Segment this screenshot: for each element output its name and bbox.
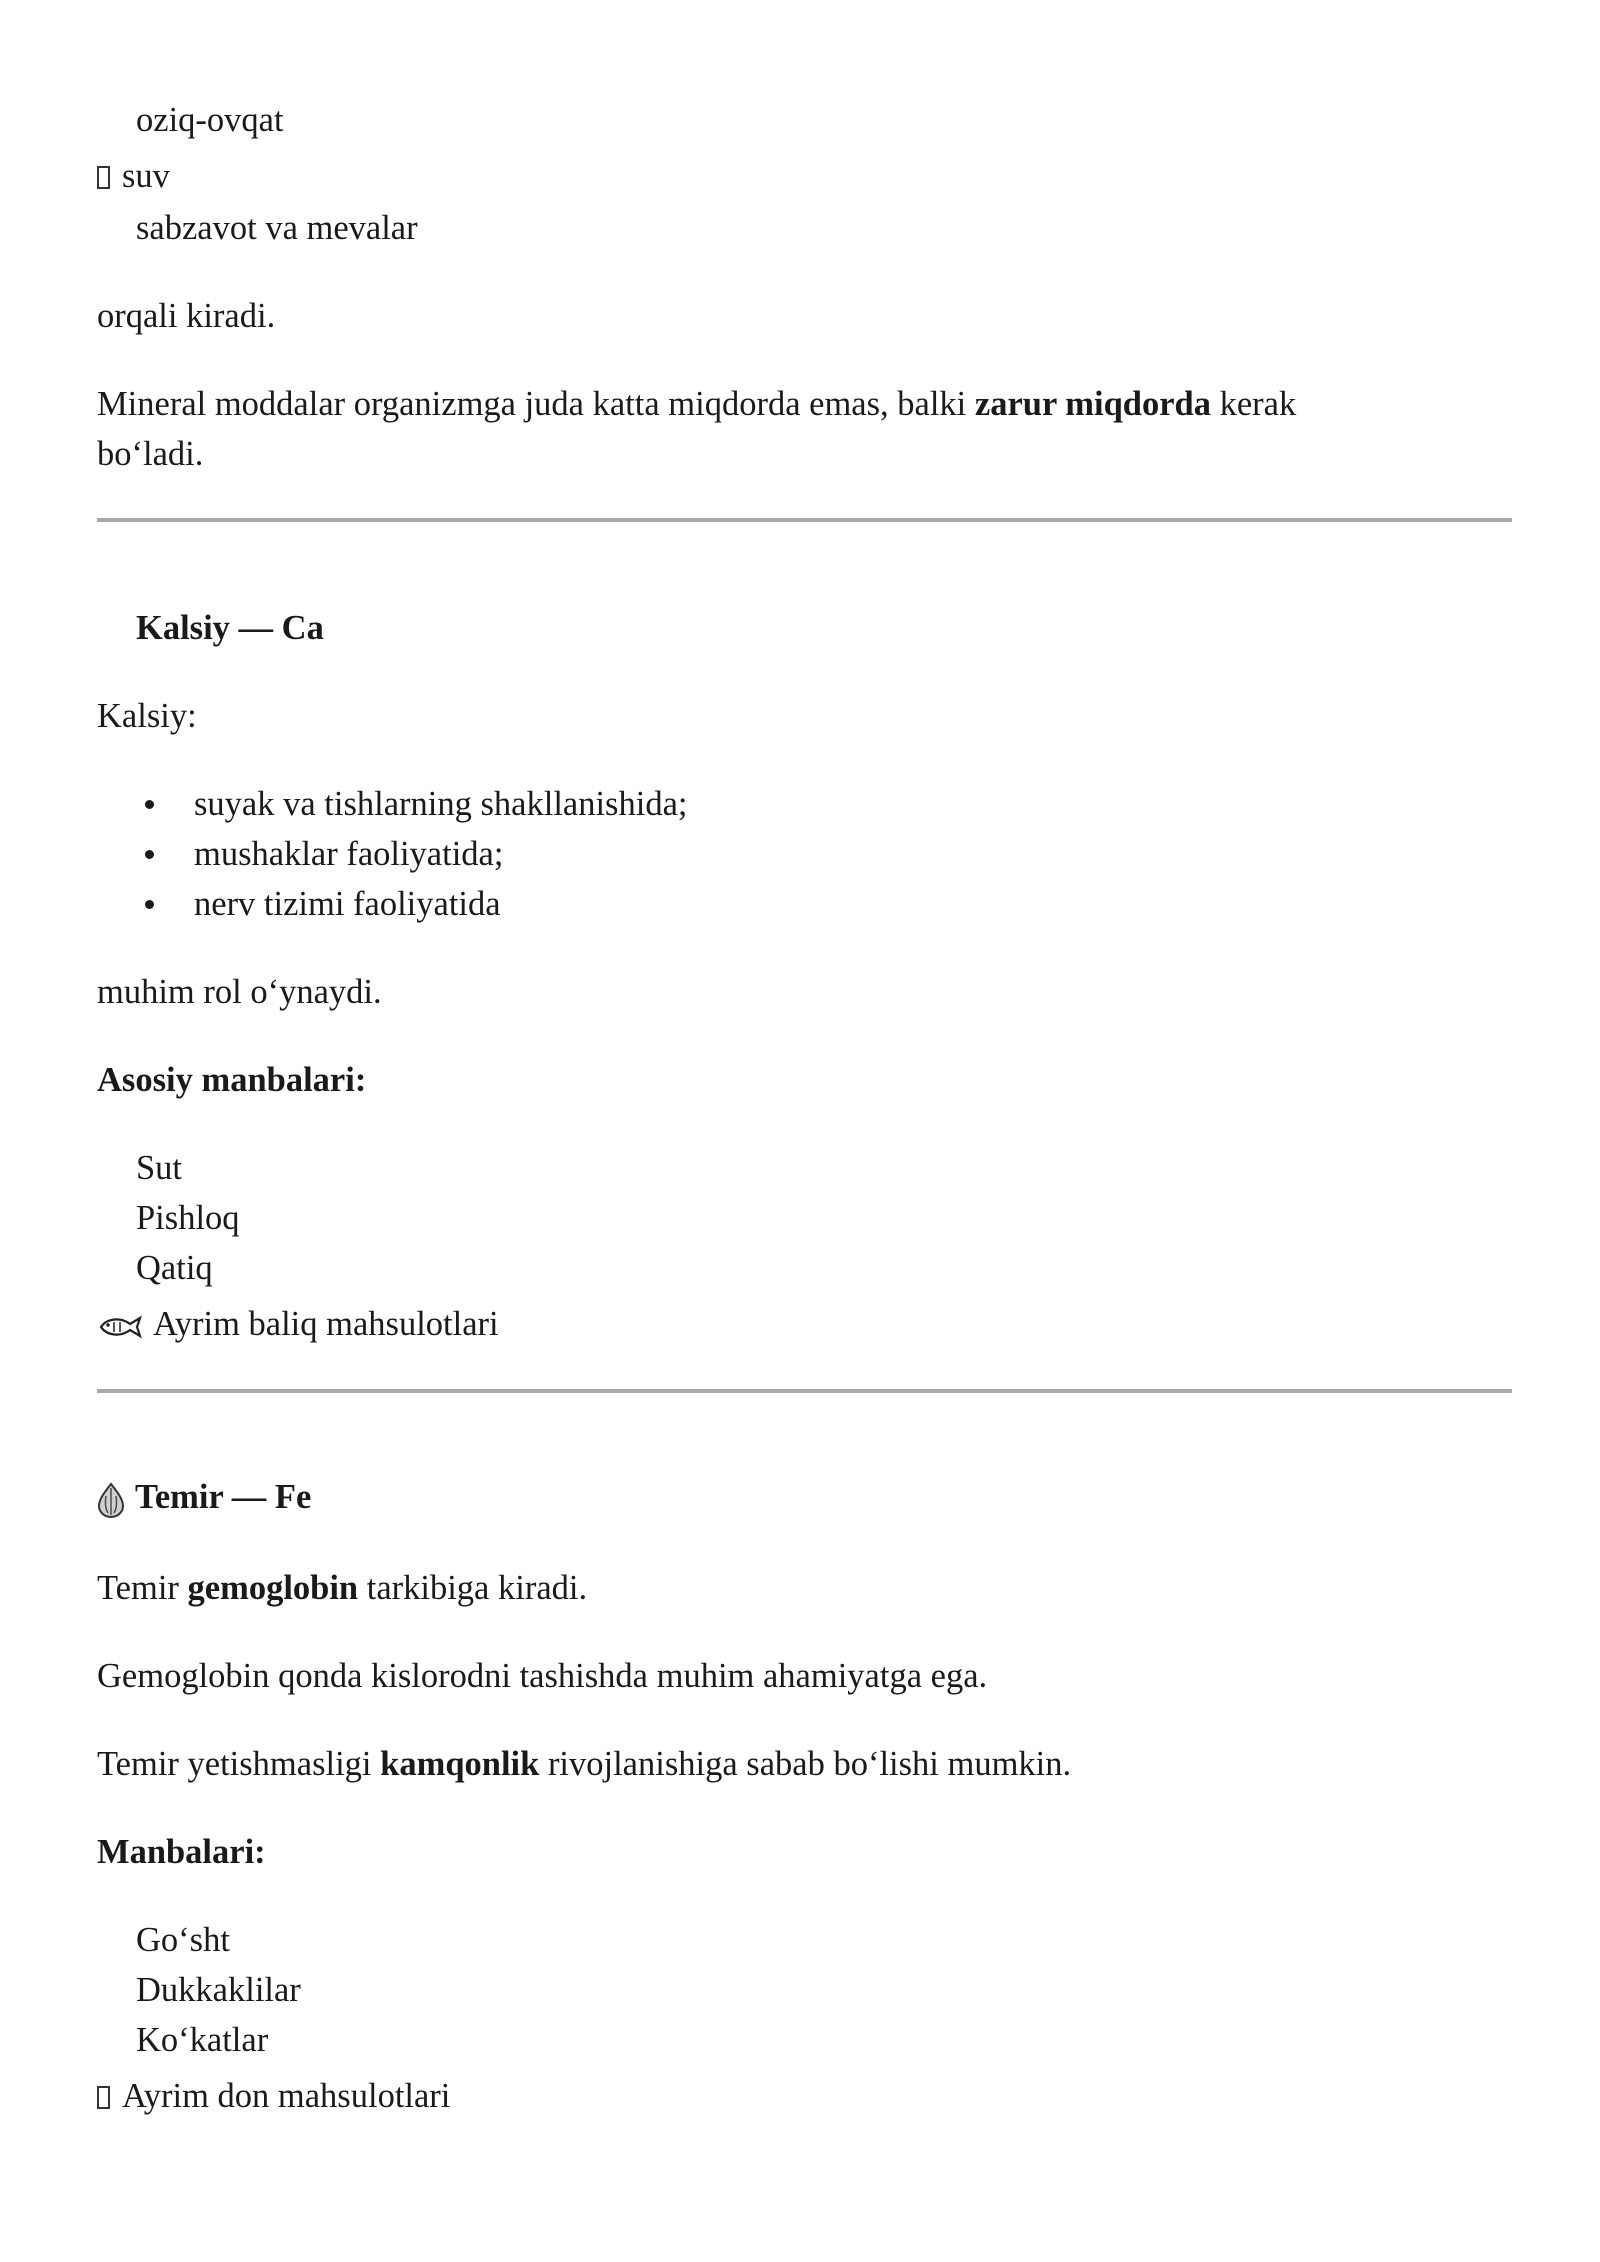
source-item xyxy=(97,2079,450,2114)
source-item: sabzavot va mevalar xyxy=(136,209,418,247)
source-item-label: Ayrim don mahsulotlari xyxy=(122,2077,451,2115)
source-item-label: suv xyxy=(122,157,170,195)
section-divider xyxy=(97,1389,1512,1393)
iron-sources-heading: Manbalari: xyxy=(97,1833,266,1871)
role-item: mushaklar faoliyatida; xyxy=(194,835,504,873)
source-item xyxy=(97,1307,499,1342)
iron-heading xyxy=(97,1480,311,1518)
calcium-sources-heading: Asosiy manbalari: xyxy=(97,1061,367,1099)
iron-p1-text: Temir xyxy=(97,1569,188,1607)
bullet-dot xyxy=(145,800,154,809)
iron-p3-bold: kamqonlik xyxy=(380,1745,540,1783)
iron-paragraph-1 xyxy=(97,1571,587,1606)
source-item: Go‘sht xyxy=(136,1921,230,1959)
iron-p3-text: Temir yetishmasligi xyxy=(97,1745,381,1783)
calcium-closing: muhim rol o‘ynaydi. xyxy=(97,973,382,1011)
iron-paragraph-2: Gemoglobin qonda kislorodni tashishda muhim ahamiyatga ega. xyxy=(97,1657,988,1695)
calcium-heading: Kalsiy — Ca xyxy=(136,609,324,647)
calcium-intro: Kalsiy: xyxy=(97,697,197,735)
role-item: nerv tizimi faoliyatida xyxy=(194,885,501,923)
iron-p3-text-end: rivojlanishiga sabab bo‘lishi mumkin. xyxy=(539,1745,1072,1783)
source-item: oziq-ovqat xyxy=(136,101,284,139)
source-item xyxy=(97,159,170,194)
source-item: Ko‘katlar xyxy=(136,2021,269,2059)
iron-heading-label: Temir — Fe xyxy=(135,1478,312,1516)
bullet-dot xyxy=(145,850,154,859)
drop-icon xyxy=(97,1482,125,1518)
fish-icon xyxy=(97,1315,143,1339)
intro-note-bold: zarur miqdorda xyxy=(974,385,1211,423)
missing-glyph-icon xyxy=(97,166,110,189)
source-item: Sut xyxy=(136,1149,183,1187)
intro-note-line2: bo‘ladi. xyxy=(97,435,204,473)
section-divider xyxy=(97,518,1512,522)
source-item: Qatiq xyxy=(136,1249,213,1287)
missing-glyph-icon xyxy=(97,2086,110,2109)
iron-p1-bold: gemoglobin xyxy=(187,1569,359,1607)
intro-ending: orqali kiradi. xyxy=(97,297,276,335)
source-item: Pishloq xyxy=(136,1199,240,1237)
iron-paragraph-3 xyxy=(97,1747,1071,1782)
source-item-label: Ayrim baliq mahsulotlari xyxy=(153,1305,499,1343)
source-item: Dukkaklilar xyxy=(136,1971,301,2009)
role-item: suyak va tishlarning shakllanishida; xyxy=(194,785,688,823)
bullet-dot xyxy=(145,900,154,909)
intro-note-text: Mineral moddalar organizmga juda katta miqdorda emas, balki xyxy=(97,385,975,423)
iron-p1-text-end: tarkibiga kiradi. xyxy=(358,1569,588,1607)
intro-note-text-end: kerak xyxy=(1210,385,1297,423)
intro-note xyxy=(97,387,1296,422)
